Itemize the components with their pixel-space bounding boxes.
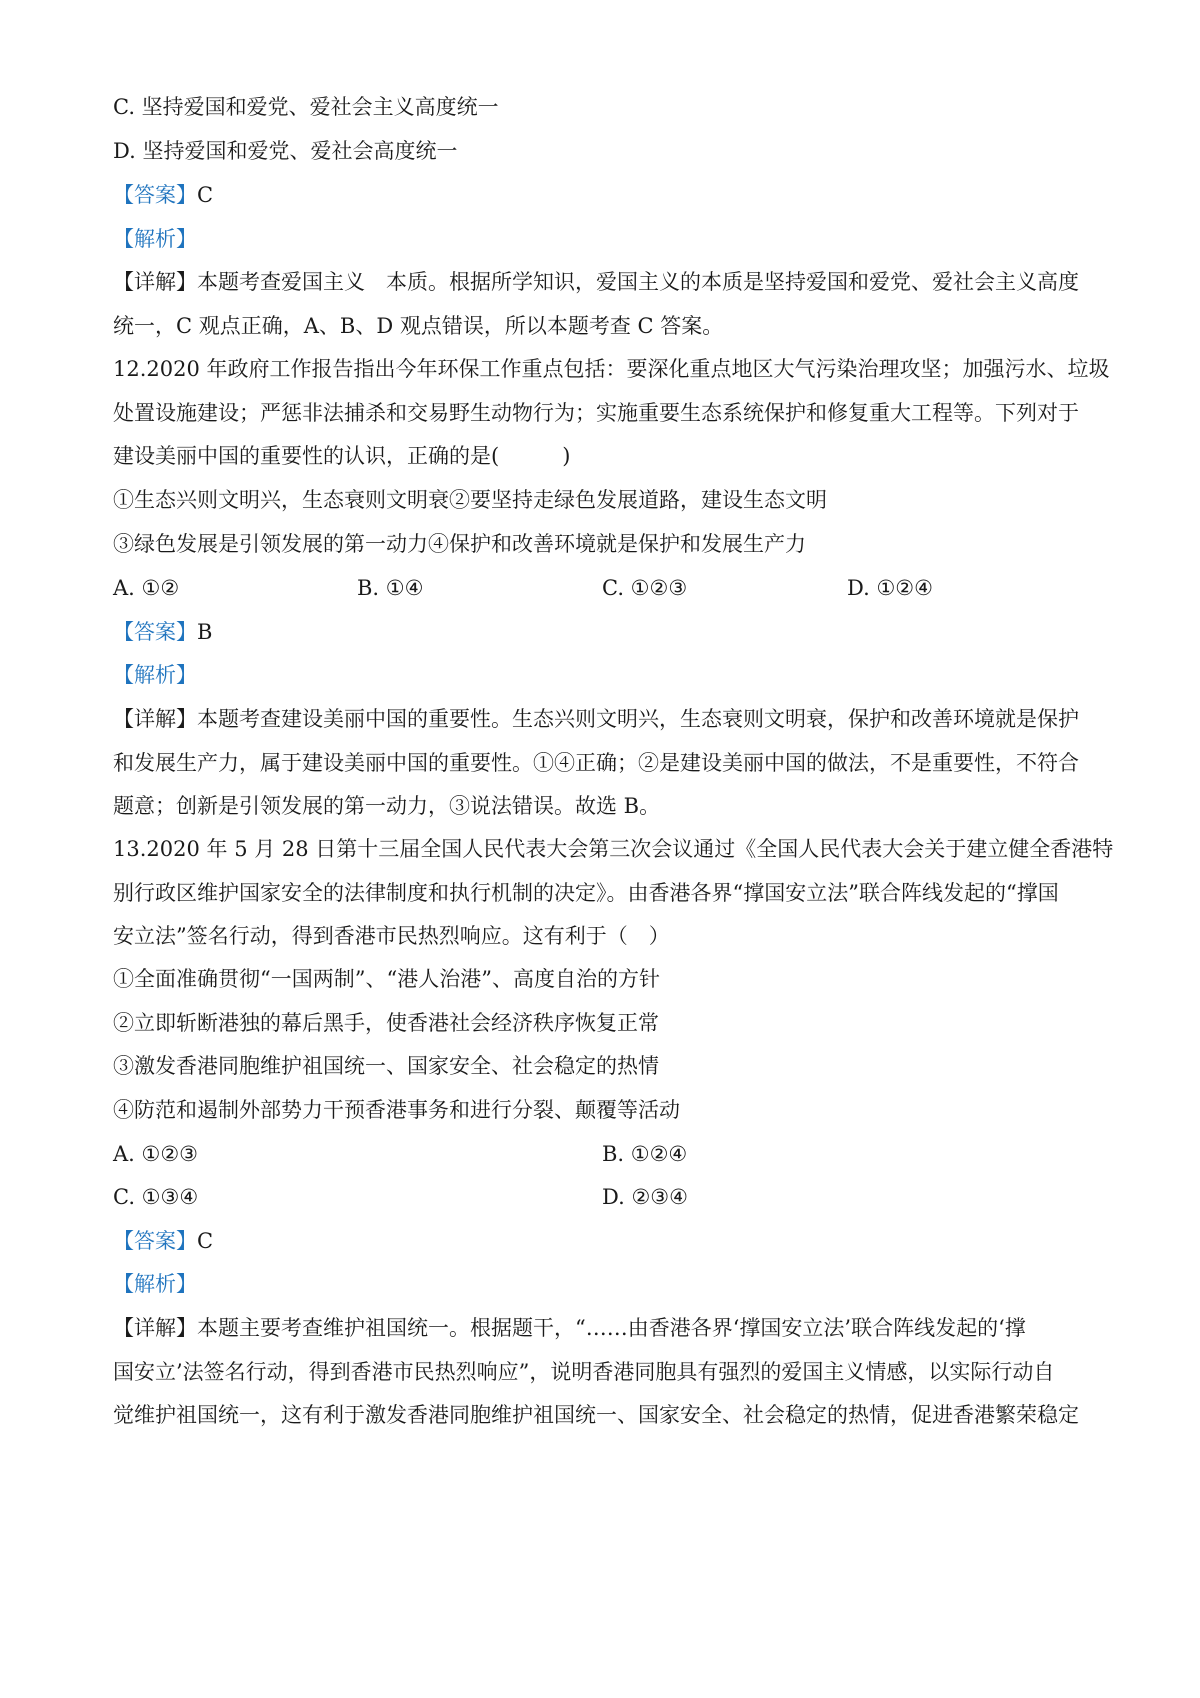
answer-tag: 【答案】: [113, 620, 197, 644]
detail-tag: 【详解】: [113, 1316, 197, 1340]
q13-detail-line-3: 觉维护祖国统一，这有利于激发香港同胞维护祖国统一、国家安全、社会稳定的热情，促进香港繁荣稳定: [113, 1403, 1079, 1427]
q13-detail-line-2: 国安立’法签名行动，得到香港市民热烈响应”，说明香港同胞具有强烈的爱国主义情感，以实际行动自: [113, 1360, 1055, 1384]
q12-stem-line-1: 12.2020 年政府工作报告指出今年环保工作重点包括：要深化重点地区大气污染治理攻坚；加强污水、垃圾: [113, 357, 1110, 381]
q13-item-4: ④防范和遏制外部势力干预香港事务和进行分裂、颠覆等活动: [113, 1098, 680, 1122]
q12-option-c: C. ①②③: [602, 576, 688, 600]
q13-option-c: C. ①③④: [113, 1185, 199, 1209]
q13-option-a: A. ①②③: [113, 1142, 198, 1166]
q12-stem-line-3: 建设美丽中国的重要性的认识，正确的是( ): [113, 444, 571, 468]
q13-answer-line: [113, 1226, 1098, 1256]
detail-tag: 【详解】: [113, 270, 197, 294]
q12-detail-line-3: 题意；创新是引领发展的第一动力，③说法错误。故选 B。: [113, 794, 661, 818]
q12-option-a: A. ①②: [113, 576, 180, 600]
q11-analysis-tag: 【解析】: [113, 227, 197, 251]
q12-detail-line-1: [113, 704, 1098, 734]
detail-text: 本题考查爱国主义 本质。根据所学知识，爱国主义的本质是坚持爱国和爱党、爱社会主义高度: [197, 270, 1079, 294]
q12-detail-line-2: 和发展生产力，属于建设美丽中国的重要性。①④正确；②是建设美丽中国的做法，不是重要性，不符合: [113, 751, 1079, 775]
q13-option-d: D. ②③④: [602, 1185, 688, 1209]
answer-value: B: [197, 620, 213, 644]
q11-detail-line-2: 统一，C 观点正确，A、B、D 观点错误，所以本题考查 C 答案。: [113, 314, 724, 338]
q13-stem-line-3: 安立法”签名行动，得到香港市民热烈响应。这有利于（ ）: [113, 924, 670, 948]
q11-option-c: C. 坚持爱国和爱党、爱社会主义高度统一: [113, 95, 499, 119]
q12-option-b: B. ①④: [357, 576, 424, 600]
q13-stem-line-2: 别行政区维护国家安全的法律制度和执行机制的决定》。由香港各界“撑国安立法”联合阵线发起的“撑国: [113, 881, 1059, 905]
q12-items-line-1: ①生态兴则文明兴，生态衰则文明衰②要坚持走绿色发展道路，建设生态文明: [113, 488, 827, 512]
detail-text: 本题考查建设美丽中国的重要性。生态兴则文明兴，生态衰则文明衰，保护和改善环境就是保护: [197, 707, 1079, 731]
answer-value: C: [197, 183, 214, 207]
q12-items-line-2: ③绿色发展是引领发展的第一动力④保护和改善环境就是保护和发展生产力: [113, 532, 806, 556]
q13-detail-line-1: [113, 1313, 1098, 1343]
detail-text: 本题主要考查维护祖国统一。根据题干，“……由香港各界‘撑国安立法’联合阵线发起的‘撑: [197, 1316, 1026, 1340]
detail-tag: 【详解】: [113, 707, 197, 731]
answer-tag: 【答案】: [113, 1229, 197, 1253]
q13-stem-line-1: 13.2020 年 5 月 28 日第十三届全国人民代表大会第三次会议通过《全国人民代表大会关于建立健全香港特: [113, 837, 1114, 861]
answer-tag: 【答案】: [113, 183, 197, 207]
q13-analysis-tag: 【解析】: [113, 1272, 197, 1296]
q11-answer-line: [113, 180, 1098, 210]
q11-option-d: D. 坚持爱国和爱党、爱社会高度统一: [113, 139, 458, 163]
q13-option-b: B. ①②④: [602, 1142, 688, 1166]
q12-answer-line: [113, 617, 1098, 647]
q13-item-1: ①全面准确贯彻“一国两制”、“港人治港”、高度自治的方针: [113, 967, 660, 991]
q12-stem-line-2: 处置设施建设；严惩非法捕杀和交易野生动物行为；实施重要生态系统保护和修复重大工程等。下列对于: [113, 401, 1079, 425]
q13-item-2: ②立即斩断港独的幕后黑手，使香港社会经济秩序恢复正常: [113, 1011, 659, 1035]
q13-item-3: ③激发香港同胞维护祖国统一、国家安全、社会稳定的热情: [113, 1054, 659, 1078]
q12-analysis-tag: 【解析】: [113, 663, 197, 687]
answer-value: C: [197, 1229, 214, 1253]
q11-detail-line-1: [113, 267, 1098, 297]
q12-option-d: D. ①②④: [847, 576, 933, 600]
